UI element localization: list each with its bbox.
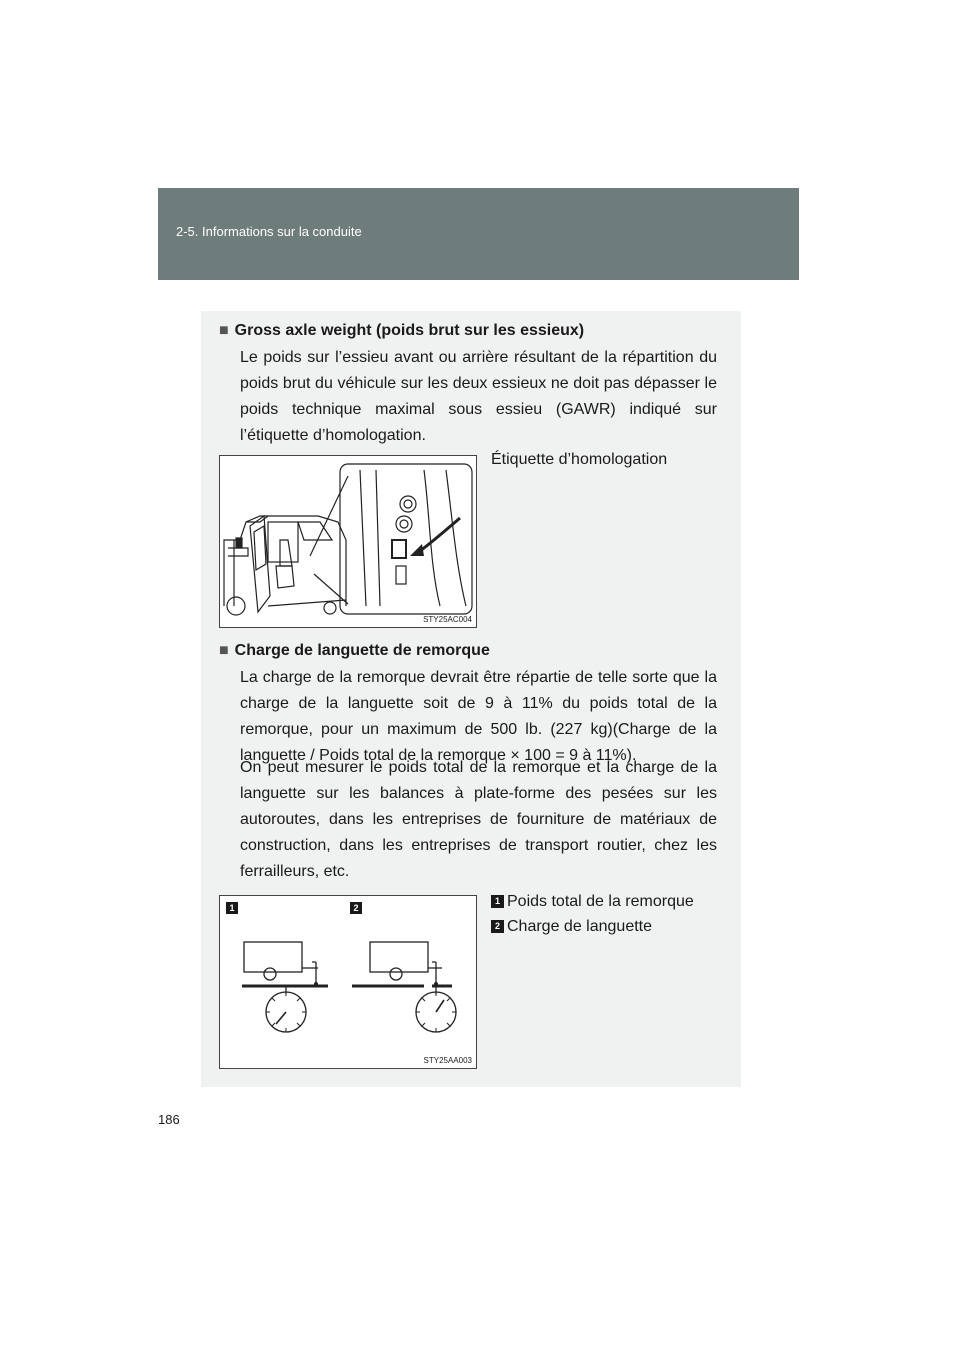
paragraph: Le poids sur l’essieu avant ou arrière résultant de la répartition du poids brut du véhicule sur les deux essieux ne doit pas dépasser le poids technique maximal sous essieu (GAWR) indiqué sur l’étiquette d’homologation. <box>240 349 717 444</box>
content-panel <box>201 311 741 1087</box>
figure-trailer-weights <box>219 895 477 1069</box>
number-badge: 1 <box>491 895 504 908</box>
section-heading-gross-axle: ■ Gross axle weight (poids brut sur les essieux) <box>219 322 585 339</box>
legend-item-1 <box>491 889 694 914</box>
section-title: 2-5. Informations sur la conduite <box>176 224 362 239</box>
paragraph: La charge de la remorque devrait être répartie de telle sorte que la charge de la languette soit de 9 à 11% du poids total de la remorque, pour un maximum de 500 lb. (227 kg)(Charge de la languette / Poids total de la remorque × 100 = 9 à 11%). <box>240 669 717 764</box>
square-bullet-icon: ■ <box>219 642 229 659</box>
legend-item-2 <box>491 914 694 939</box>
page-header <box>158 188 799 280</box>
figure-marker-1: 1 <box>226 902 238 914</box>
vehicle-door-illustration <box>220 456 476 627</box>
section-heading-tongue-load: ■ Charge de languette de remorque <box>219 642 490 659</box>
page-number: 186 <box>158 1112 180 1127</box>
figure-vehicle-label <box>219 455 477 628</box>
square-bullet-icon: ■ <box>219 322 229 339</box>
legend-label: Charge de languette <box>507 918 652 935</box>
legend-label: Poids total de la remorque <box>507 893 694 910</box>
paragraph: On peut mesurer le poids total de la remorque et la charge de la languette sur les balances à plate-forme des pesées sur les autoroutes, dans les entreprises de fourniture de matériaux de construction, dans les entreprises de transport routier, chez les ferrailleurs, etc. <box>240 759 717 880</box>
number-badge: 2 <box>491 920 504 933</box>
figure-code: STY25AC004 <box>423 615 472 624</box>
figure-caption: Étiquette d’homologation <box>491 451 668 468</box>
trailer-scale-illustration <box>220 896 476 1068</box>
figure-legend <box>491 889 694 939</box>
figure-marker-2: 2 <box>350 902 362 914</box>
figure-code: STY25AA003 <box>423 1056 472 1065</box>
